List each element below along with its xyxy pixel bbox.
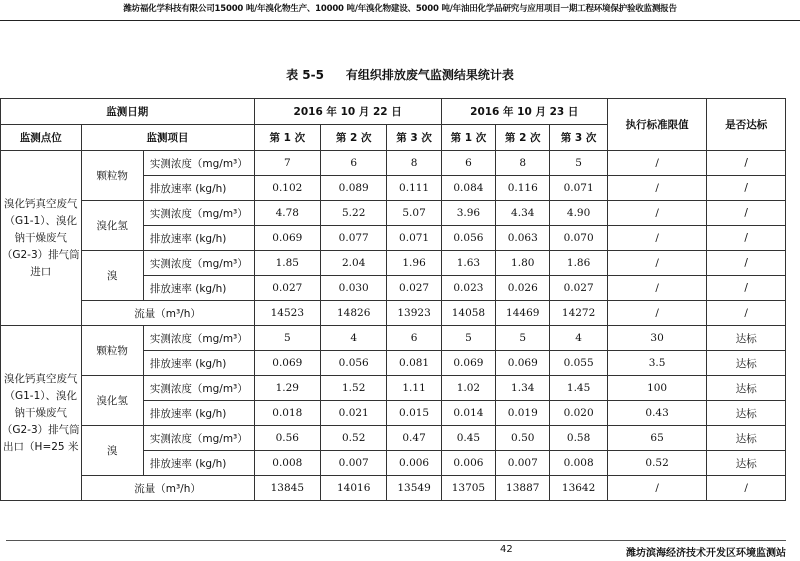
measurement-value: 0.102 [254,176,320,201]
compliance-status: / [707,476,786,501]
measurement-value: 0.021 [321,401,387,426]
measurement-value: 0.47 [387,426,441,451]
footer-organization: 潍坊滨海经济技术开发区环境监测站 [626,548,786,559]
measurement-value: 1.96 [387,251,441,276]
standard-limit: 65 [607,426,707,451]
compliance-status: 达标 [707,351,786,376]
header-rule [0,20,800,21]
parameter-label: 排放速率 (kg/h) [143,176,254,201]
measurement-value: 0.008 [254,451,320,476]
measurement-value: 5 [550,151,607,176]
header-run: 第 3 次 [550,125,607,151]
standard-limit: 0.52 [607,451,707,476]
measurement-value: 5 [496,326,550,351]
measurement-value: 0.055 [550,351,607,376]
measurement-value: 0.006 [387,451,441,476]
measurement-value: 0.063 [496,226,550,251]
measurement-value: 2.04 [321,251,387,276]
table-row [1,151,786,176]
header-compliant: 是否达标 [707,99,786,151]
compliance-status: / [707,301,786,326]
compliance-status: / [707,276,786,301]
pollutant-name: 颗粒物 [81,326,143,376]
pollutant-name: 溴化氢 [81,376,143,426]
measurement-value: 0.006 [441,451,495,476]
header-run: 第 2 次 [321,125,387,151]
table-row [1,376,786,401]
flow-label: 流量（m³/h） [81,476,254,501]
flow-value: 14016 [321,476,387,501]
pollutant-name: 溴 [81,251,143,301]
measurement-value: 0.023 [441,276,495,301]
measurement-value: 4 [550,326,607,351]
page-number: 42 [500,544,513,555]
measurement-value: 1.34 [496,376,550,401]
parameter-label: 排放速率 (kg/h) [143,226,254,251]
standard-limit: / [607,276,707,301]
measurement-value: 8 [496,151,550,176]
header-date-2: 2016 年 10 月 23 日 [441,99,607,125]
measurement-value: 1.63 [441,251,495,276]
table-row [1,326,786,351]
flow-row [1,301,786,326]
measurement-value: 5 [254,326,320,351]
parameter-label: 实测浓度（mg/m³） [143,251,254,276]
parameter-label: 实测浓度（mg/m³） [143,151,254,176]
measurement-value: 5.07 [387,201,441,226]
measurement-value: 0.014 [441,401,495,426]
table-body [1,99,786,501]
measurement-value: 1.11 [387,376,441,401]
standard-limit: / [607,201,707,226]
table-title: 有组织排放废气监测结果统计表 [345,68,514,82]
standard-limit: / [607,476,707,501]
compliance-status: 达标 [707,326,786,351]
parameter-label: 排放速率 (kg/h) [143,351,254,376]
measurement-value: 8 [387,151,441,176]
measurement-value: 0.056 [441,226,495,251]
compliance-status: 达标 [707,426,786,451]
header-date-1: 2016 年 10 月 22 日 [254,99,441,125]
measurement-value: 7 [254,151,320,176]
table-caption [0,66,800,83]
measurement-value: 1.86 [550,251,607,276]
measurement-value: 1.02 [441,376,495,401]
measurement-value: 0.081 [387,351,441,376]
standard-limit: / [607,251,707,276]
footer-rule [6,540,786,541]
measurement-value: 5.22 [321,201,387,226]
table-row [1,201,786,226]
measurement-value: 0.007 [496,451,550,476]
parameter-label: 实测浓度（mg/m³） [143,326,254,351]
standard-limit: 100 [607,376,707,401]
measurement-value: 0.070 [550,226,607,251]
measurement-value: 0.52 [321,426,387,451]
measurement-value: 1.29 [254,376,320,401]
header-run: 第 1 次 [441,125,495,151]
header-item: 监测项目 [81,125,254,151]
measurement-value: 0.007 [321,451,387,476]
parameter-label: 排放速率 (kg/h) [143,401,254,426]
pollutant-name: 溴化氢 [81,201,143,251]
measurement-value: 6 [387,326,441,351]
measurement-value: 4 [321,326,387,351]
monitoring-point: 溴化钙真空废气（G1-1）、溴化钠干燥废气（G2-3）排气筒进口 [1,151,82,326]
measurement-value: 0.071 [387,226,441,251]
compliance-status: / [707,251,786,276]
measurement-value: 0.015 [387,401,441,426]
measurement-value: 0.069 [496,351,550,376]
flow-value: 14058 [441,301,495,326]
flow-value: 13705 [441,476,495,501]
header-standard: 执行标准限值 [607,99,707,151]
measurement-value: 0.077 [321,226,387,251]
measurement-value: 0.018 [254,401,320,426]
header-row-date [1,99,786,125]
table-number: 表 5-5 [286,68,324,82]
measurement-value: 1.45 [550,376,607,401]
parameter-label: 实测浓度（mg/m³） [143,426,254,451]
compliance-status: 达标 [707,401,786,426]
compliance-status: / [707,176,786,201]
measurement-value: 0.084 [441,176,495,201]
measurement-value: 0.089 [321,176,387,201]
measurement-value: 0.58 [550,426,607,451]
emission-results-table [0,98,786,501]
standard-limit: 3.5 [607,351,707,376]
measurement-value: 0.56 [254,426,320,451]
measurement-value: 1.80 [496,251,550,276]
flow-value: 14272 [550,301,607,326]
standard-limit: / [607,151,707,176]
measurement-value: 1.85 [254,251,320,276]
parameter-label: 排放速率 (kg/h) [143,276,254,301]
flow-value: 13887 [496,476,550,501]
standard-limit: 0.43 [607,401,707,426]
measurement-value: 0.50 [496,426,550,451]
measurement-value: 5 [441,326,495,351]
flow-value: 13549 [387,476,441,501]
flow-value: 14826 [321,301,387,326]
parameter-label: 排放速率 (kg/h) [143,451,254,476]
measurement-value: 3.96 [441,201,495,226]
measurement-value: 0.020 [550,401,607,426]
monitoring-point: 溴化钙真空废气（G1-1）、溴化钠干燥废气（G2-3）排气筒出口（H=25 米 [1,326,82,501]
compliance-status: / [707,226,786,251]
flow-value: 13642 [550,476,607,501]
flow-value: 14469 [496,301,550,326]
standard-limit: / [607,226,707,251]
measurement-value: 0.069 [441,351,495,376]
standard-limit: / [607,301,707,326]
measurement-value: 0.030 [321,276,387,301]
measurement-value: 0.056 [321,351,387,376]
compliance-status: 达标 [707,376,786,401]
report-header: 潍坊福化学科技有限公司15000 吨/年溴化物生产、10000 吨/年溴化物建设、5000 吨/年油田化学品研究与应用项目一期工程环境保护验收监测报告 [123,4,677,14]
measurement-value: 6 [321,151,387,176]
standard-limit: 30 [607,326,707,351]
measurement-value: 4.78 [254,201,320,226]
measurement-value: 0.45 [441,426,495,451]
flow-value: 13923 [387,301,441,326]
pollutant-name: 颗粒物 [81,151,143,201]
measurement-value: 0.071 [550,176,607,201]
header-run: 第 2 次 [496,125,550,151]
compliance-status: / [707,201,786,226]
measurement-value: 0.069 [254,226,320,251]
flow-row [1,476,786,501]
measurement-value: 0.111 [387,176,441,201]
flow-label: 流量（m³/h） [81,301,254,326]
table-row [1,426,786,451]
measurement-value: 1.52 [321,376,387,401]
measurement-value: 0.026 [496,276,550,301]
measurement-value: 0.027 [387,276,441,301]
pollutant-name: 溴 [81,426,143,476]
measurement-value: 0.019 [496,401,550,426]
measurement-value: 6 [441,151,495,176]
measurement-value: 4.90 [550,201,607,226]
standard-limit: / [607,176,707,201]
compliance-status: / [707,151,786,176]
parameter-label: 实测浓度（mg/m³） [143,376,254,401]
measurement-value: 4.34 [496,201,550,226]
measurement-value: 0.027 [254,276,320,301]
compliance-status: 达标 [707,451,786,476]
table-row [1,251,786,276]
header-run: 第 3 次 [387,125,441,151]
measurement-value: 0.008 [550,451,607,476]
header-date-label: 监测日期 [1,99,255,125]
measurement-value: 0.116 [496,176,550,201]
measurement-value: 0.027 [550,276,607,301]
parameter-label: 实测浓度（mg/m³） [143,201,254,226]
header-point: 监测点位 [1,125,82,151]
flow-value: 14523 [254,301,320,326]
measurement-value: 0.069 [254,351,320,376]
flow-value: 13845 [254,476,320,501]
header-run: 第 1 次 [254,125,320,151]
